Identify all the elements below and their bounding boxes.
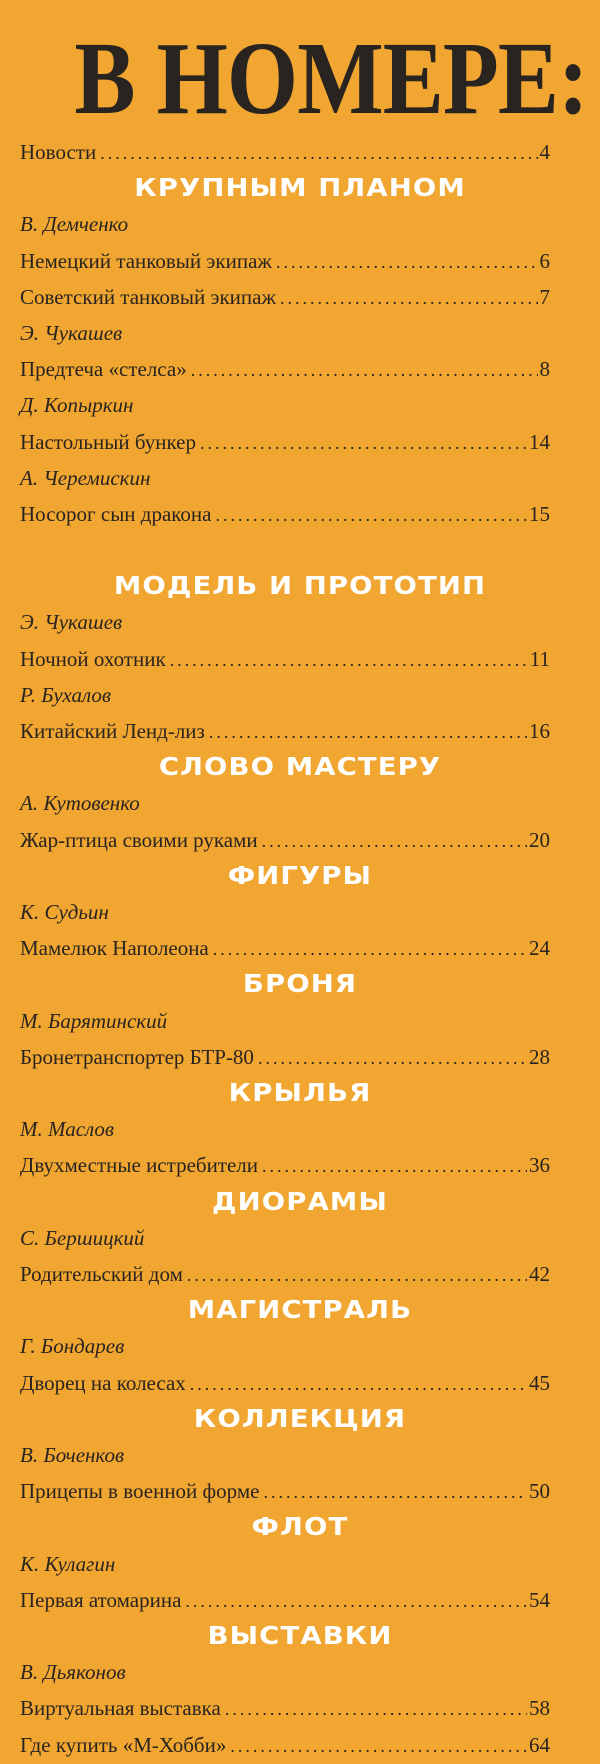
article-title: Предтеча «стелса» [20, 357, 187, 382]
author-name: К. Судьин [20, 900, 109, 924]
dot-leader [276, 244, 538, 280]
article-title: Двухместные истребители [20, 1153, 259, 1178]
section-heading: ДИОРАМЫ [212, 1186, 388, 1216]
toc-entry[interactable] [20, 424, 550, 460]
article-title: Дворец на колесах [20, 1370, 186, 1395]
section-heading: ФЛОТ [251, 1512, 349, 1542]
page-number: 58 [529, 1696, 550, 1721]
page-number: 36 [529, 1153, 550, 1178]
section-heading: ВЫСТАВКИ [207, 1621, 393, 1650]
author-name: С. Бершицкий [20, 1225, 145, 1250]
dot-leader [100, 135, 537, 171]
author-name: Э. Чукашев [20, 610, 123, 635]
dot-leader [200, 425, 527, 461]
toc-entry[interactable] [20, 1690, 550, 1726]
section-heading: СЛОВО МАСТЕРУ [158, 752, 442, 782]
toc-entry[interactable] [20, 1039, 550, 1075]
dot-leader [262, 1148, 527, 1184]
dot-leader [170, 642, 528, 678]
dot-leader [258, 1040, 527, 1076]
author-name: М. Барятинский [20, 1008, 168, 1033]
article-title: Китайский Ленд-лиз [20, 719, 205, 743]
section-heading: КРУПНЫМ ПЛАНОМ [134, 173, 466, 203]
article-title: Немецкий танковый экипаж [20, 248, 272, 273]
author-name: Р. Бухалов [20, 682, 111, 707]
author-name: В. Демченко [20, 212, 129, 237]
page-number: 15 [529, 502, 550, 526]
toc-entry[interactable] [20, 1147, 550, 1183]
toc-entry[interactable] [20, 496, 550, 532]
toc-entry[interactable] [20, 822, 550, 858]
article-title: Жар-птица своими руками [20, 827, 258, 852]
section-heading: МАГИСТРАЛЬ [187, 1295, 413, 1325]
toc-entry[interactable] [20, 1582, 550, 1618]
dot-leader [209, 714, 527, 750]
section-heading: ФИГУРЫ [227, 860, 373, 890]
section-heading: КРЫЛЬЯ [228, 1078, 372, 1107]
section-heading: БРОНЯ [242, 969, 358, 999]
article-title: Где купить «М-Хобби» [20, 1732, 227, 1757]
dot-leader [230, 1728, 527, 1764]
dot-leader [185, 1583, 527, 1619]
page-number: 45 [529, 1370, 550, 1395]
author-name: М. Маслов [20, 1117, 115, 1142]
page-number: 11 [529, 646, 550, 671]
page-number: 4 [539, 140, 550, 164]
page-number: 42 [529, 1262, 550, 1286]
page-number: 24 [529, 936, 550, 961]
page-number: 28 [529, 1044, 550, 1069]
page-title: В НОМЕРЕ: [74, 21, 588, 136]
article-title: Прицепы в военной форме [20, 1479, 260, 1504]
article-title: Мамелюк Наполеона [20, 936, 209, 961]
page-number: 50 [529, 1479, 550, 1504]
article-title: Носорог сын дракона [20, 502, 212, 526]
dot-leader [187, 1257, 527, 1293]
article-title: Бронетранспортер БТР-80 [20, 1044, 254, 1069]
dot-leader [190, 1366, 527, 1402]
article-title: Новости [20, 140, 97, 164]
author-name: В. Боченков [20, 1443, 125, 1467]
page-number: 20 [529, 827, 550, 852]
toc-entry[interactable] [20, 243, 550, 279]
dot-leader [262, 823, 527, 859]
author-name: В. Дьяконов [20, 1660, 126, 1685]
author-name: А. Кутовенко [20, 791, 140, 816]
article-title: Виртуальная выставка [20, 1696, 221, 1721]
dot-leader [191, 352, 538, 388]
author-name: А. Черемискин [20, 465, 151, 490]
article-title: Ночной охотник [20, 646, 166, 671]
dot-leader [216, 497, 528, 533]
article-title: Советский танковый экипаж [20, 284, 276, 309]
dot-leader [213, 931, 527, 967]
toc-entry[interactable] [20, 134, 550, 170]
author-name: Э. Чукашев [20, 321, 123, 345]
page-number: 54 [529, 1587, 550, 1612]
dot-leader [263, 1474, 527, 1510]
toc-entry[interactable] [20, 1727, 550, 1763]
section-heading: МОДЕЛЬ И ПРОТОТИП [113, 571, 487, 601]
toc-entry[interactable] [20, 1256, 550, 1292]
dot-leader [280, 280, 538, 316]
article-title: Настольный бункер [20, 429, 196, 454]
toc-entry[interactable] [20, 1473, 550, 1509]
article-title: Родительский дом [20, 1262, 183, 1286]
page-number: 14 [529, 429, 550, 454]
page-number: 64 [529, 1732, 550, 1757]
author-name: Г. Бондарев [20, 1334, 125, 1359]
toc-entry[interactable] [20, 641, 550, 677]
page-number: 8 [539, 357, 550, 382]
toc-entry[interactable] [20, 713, 550, 749]
toc-entry[interactable] [20, 1365, 550, 1401]
toc-entry[interactable] [20, 351, 550, 387]
section-heading: КОЛЛЕКЦИЯ [193, 1403, 407, 1433]
article-title: Первая атомарина [20, 1587, 182, 1612]
page-number: 7 [539, 284, 550, 309]
page-number: 16 [529, 719, 550, 743]
toc-entry[interactable] [20, 930, 550, 966]
author-name: К. Кулагин [20, 1551, 116, 1576]
toc-entry[interactable] [20, 279, 550, 315]
page-number: 6 [539, 248, 550, 273]
author-name: Д. Копыркин [20, 393, 134, 418]
